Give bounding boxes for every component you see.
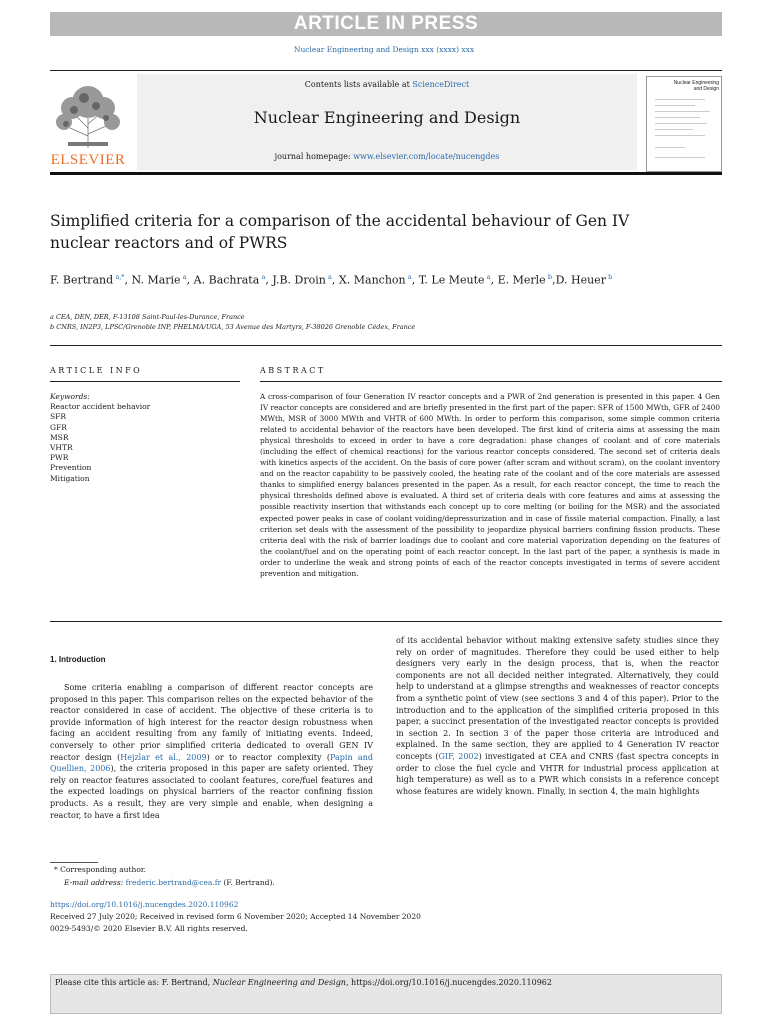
journal-reference: Nuclear Engineering and Design xxx (xxxx) xxx xyxy=(293,45,475,54)
keyword: SFR xyxy=(50,412,66,422)
journal-cover-thumbnail xyxy=(646,76,722,172)
copyright-line: 0029-5493/© 2020 Elsevier B.V. All rights reserved. xyxy=(50,924,248,933)
citation-link[interactable]: Hejzlar et al., 2009 xyxy=(120,752,207,762)
publisher-name: ELSEVIER xyxy=(50,152,126,168)
homepage-prefix: journal homepage: xyxy=(274,152,354,161)
left-column xyxy=(50,682,373,821)
author-name[interactable]: E. Merle xyxy=(497,273,546,287)
contents-line xyxy=(137,80,637,89)
cover-line xyxy=(655,117,700,118)
article-title: Simplified criteria for a comparison of the accidental behaviour of Gen IV nuclear reactors and of PWRS xyxy=(50,212,630,252)
citation-link[interactable]: Papin and Quellien, 2006 xyxy=(50,752,373,774)
text-run: ) investigated at CEA and CNRS (fast spectra concepts in order to close the fuel cycle and VHTR for industrial process application at high temperature) as well as to a PWR which consists in a reference concept whose features are widely known. Finally, in section 4, the main highlights xyxy=(396,751,719,796)
footnote-rule xyxy=(50,862,98,863)
text-run: of its accidental behavior without making extensive safety studies since they rely on order of magnitudes. Therefore they could be used either to help designers very early in the design process, that is, when the reactor components are not all decided neither integrated. Alternatively, they could help to understand at a glimpse strengths and weaknesses of reactor concepts from a synthetic point of view (see sections 3 and 4 of this paper). Prior to the introduction and to the application of the simplified criteria proposed in this paper, a succinct presentation of the investigated reactor concepts is provided in section 2. In section 3 of the paper those criteria are introduced and explained. In the same section, they are applied to 4 Generation IV reactor concepts ( xyxy=(396,636,719,761)
author-affiliation-mark[interactable]: a xyxy=(261,273,266,281)
author-name[interactable]: D. Heuer xyxy=(555,273,606,287)
homepage-line xyxy=(137,152,637,161)
affiliation-b: b CNRS, IN2P3, LPSC/Grenoble INP, PHELMA/UGA, 53 Avenue des Martyrs, F-38026 Grenoble Cédex, France xyxy=(50,323,416,331)
abstract-text: A cross-comparison of four Generation IV reactor concepts and a PWR of 2nd generation is presented in this paper. 4 Gen IV reactor concepts are considered and are briefly presented in the first part of the paper: SFR of 1500 MWth, GFR of 2400 MWth, MSR of 3000 MWth and VHTR of 600 MWth. In order to perform this comparison, some simple common criteria related to accidental behavior of the reactors have been developed. The first kind of criteria aims at assessing the main physical thresholds to exceed in order to have a core degradation: phase changes of coolant and of core materials (including the effect of chemical reactions) for the various reactor concepts considered. The second set of criteria deals with kinetics aspects of the accident. On the basis of core power (after scram and without scram), on the coolant inventory and on the reactor capability to be passively cooled, the heating rate of the coolant and of the core materials are assessed thanks to simplified energy balances presented in the paper. As a result, for each reactor concept, the time to reach the physical thresholds defined above is evaluated. A third set of criteria deals with core features and aims at assessing the possible reactivity insertion that withstands each concept up to core melting (or boiling for the MSR) and the associated expected power peaks in case of coolant voiding/depressurization and in case of fissile material compaction. Finally, a last criterion set deals with the assessment of the possibility to jeopardize physical barriers confining fission products. These criteria deal with the risk of barrier loadings due to coolant and core material vaporization depending on the features of the coolant/fuel and on the operating point of each reactor concept. In the last part of the paper, a synthesis is made in order to underline the weak and strong points of each of the reactor concepts investigated in terms of severe accident prevention and mitigation. xyxy=(260,392,720,578)
author-affiliation-mark[interactable]: b xyxy=(547,273,553,281)
email-line xyxy=(64,877,484,889)
cover-line xyxy=(655,135,705,136)
keywords-block xyxy=(50,392,240,484)
cover-line xyxy=(655,123,707,124)
cover-title: Nuclear Engineering and Design xyxy=(673,80,719,92)
author-name[interactable]: A. Bachrata xyxy=(193,273,260,287)
cite-journal: Nuclear Engineering and Design xyxy=(212,978,346,987)
divider xyxy=(50,381,240,382)
received-dates: Received 27 July 2020; Received in revised form 6 November 2020; Accepted 14 November 2020 xyxy=(50,912,421,921)
abstract-heading: ABSTRACT xyxy=(260,366,326,375)
section-heading: 1. Introduction xyxy=(50,655,106,664)
cover-line xyxy=(655,157,705,158)
intro-paragraph-continued xyxy=(396,635,719,797)
cover-line xyxy=(655,129,693,130)
citation-box xyxy=(50,974,722,1014)
divider xyxy=(260,381,722,382)
author-name[interactable]: J.B. Droin xyxy=(272,273,326,287)
keywords-label: Keywords: xyxy=(50,392,90,401)
keyword: Reactor accident behavior xyxy=(50,402,151,412)
header-top-rule xyxy=(50,70,722,71)
affiliations xyxy=(50,312,690,332)
article-in-press-banner: ARTICLE IN PRESS xyxy=(50,12,722,36)
text-run: ), the criteria proposed in this paper are safety oriented. They rely on reactor features associated to coolant features, core/fuel features and the expected loadings on physical barriers of the reactor confining fission products. As a result, they are very simple and enable, when designing a reactor, to have a first idea xyxy=(50,764,373,820)
cover-line xyxy=(655,111,710,112)
keyword: PWR xyxy=(50,453,69,463)
author-affiliation-mark[interactable]: a xyxy=(328,273,332,281)
email-label: E-mail address: xyxy=(64,878,126,887)
sciencedirect-link[interactable]: ScienceDirect xyxy=(412,80,470,89)
contents-prefix: Contents lists available at xyxy=(304,80,413,89)
citation-text xyxy=(55,978,552,987)
author-name[interactable]: N. Marie xyxy=(131,273,181,287)
author-name[interactable]: F. Bertrand xyxy=(50,273,114,287)
affiliation-a: a CEA, DEN, DER, F-13108 Saint-Paul-les-Durance, France xyxy=(50,313,245,321)
right-column xyxy=(396,635,719,797)
article-info-heading: ARTICLE INFO xyxy=(50,366,143,375)
keyword: Mitigation xyxy=(50,473,90,483)
author-affiliation-mark[interactable]: a xyxy=(407,273,412,281)
text-run: ) or to reactor complexity ( xyxy=(206,752,330,762)
keyword: Prevention xyxy=(50,463,92,473)
divider xyxy=(50,345,722,346)
author-affiliation-mark[interactable]: a xyxy=(182,273,187,281)
author-affiliation-mark[interactable]: a,* xyxy=(115,273,125,281)
author-name[interactable]: T. Le Meute xyxy=(418,273,485,287)
author-affiliation-mark[interactable]: b xyxy=(608,273,613,281)
journal-homepage-link[interactable]: www.elsevier.com/locate/nucengdes xyxy=(353,152,500,161)
author-affiliation-mark[interactable]: a xyxy=(486,273,491,281)
keyword: VHTR xyxy=(50,443,73,453)
intro-paragraph xyxy=(50,682,373,821)
doi-link[interactable]: https://doi.org/10.1016/j.nucengdes.2020.110962 xyxy=(50,900,239,909)
cover-line xyxy=(655,99,705,100)
divider xyxy=(50,621,722,622)
cover-line xyxy=(655,105,695,106)
text-run: Some criteria enabling a comparison of different reactor concepts are proposed in this paper. This comparison relies on the expected behavior of the reactor considered in case of accident. The objective of these criteria is to provide information of high interest for the reactor design robustness when facing an accident resulting from any family of initiating events. Indeed, conversely to other prior simplified criteria dedicated to overall GEN IV reactor design ( xyxy=(50,683,373,762)
author-name[interactable]: X. Manchon xyxy=(338,273,406,287)
email-link[interactable]: frederic.bertrand@cea.fr xyxy=(125,878,222,887)
cite-suffix[interactable]: , https://doi.org/10.1016/j.nucengdes.2020.110962 xyxy=(345,978,552,987)
journal-name: Nuclear Engineering and Design xyxy=(253,108,521,127)
email-suffix: (F. Bertrand). xyxy=(221,878,275,887)
cite-prefix: Please cite this article as: F. Bertrand, xyxy=(55,978,213,987)
author-list: F. Bertrand $^{a,*}$, N. Marie $^a$, A. Bachrata $^a$, J.B. Droin $^a$, X. Manchon $^a$, T. Le Meute $^a$, E. Merle $^b$,D. Heuer $^b$ xyxy=(50,273,613,287)
citation-link[interactable]: GIF, 2002 xyxy=(438,751,479,761)
corresponding-author-note: * Corresponding author. xyxy=(54,865,147,874)
keyword: MSR xyxy=(50,432,69,442)
keyword: GFR xyxy=(50,422,67,432)
header-bottom-rule xyxy=(50,172,722,175)
cover-line xyxy=(655,147,685,148)
